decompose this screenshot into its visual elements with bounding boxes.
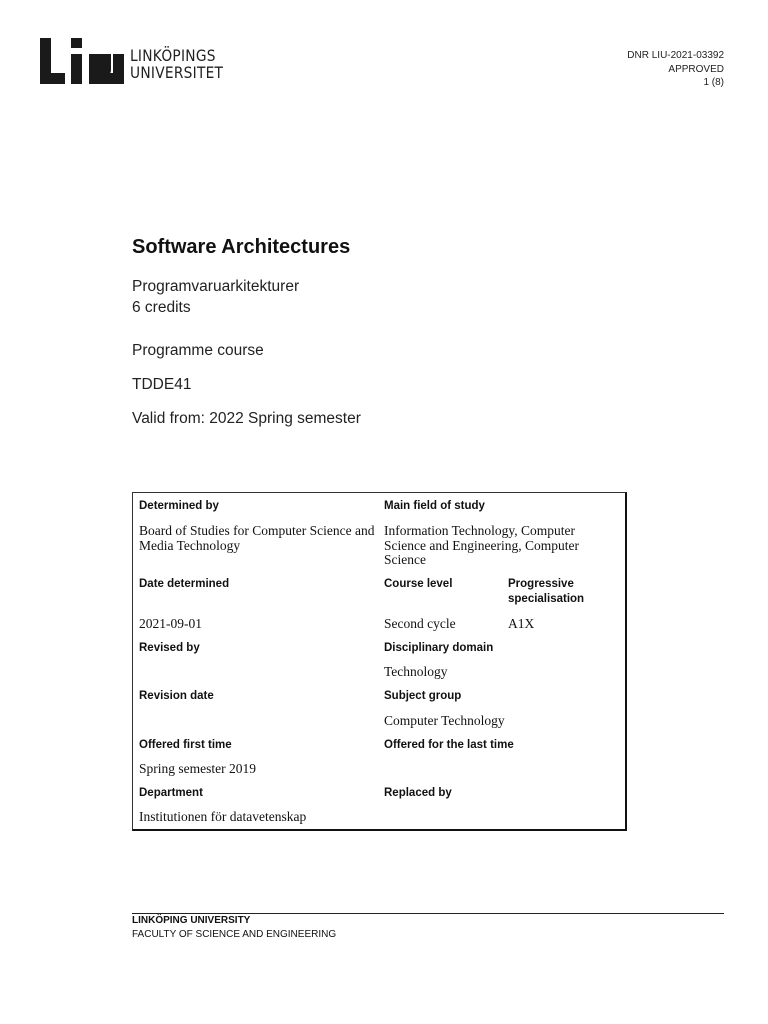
logo-wordmark	[130, 47, 223, 81]
revision-date-label: Revision date	[139, 690, 214, 702]
page-footer	[132, 914, 336, 941]
course-type: Programme course	[132, 342, 264, 359]
logo-line-2: UNIVERSITET	[130, 63, 224, 82]
determined-by-label: Determined by	[139, 500, 219, 512]
swedish-title: Programvaruarkitekturer	[132, 278, 300, 295]
subject-group-label: Subject group	[384, 690, 462, 702]
main-field-value: Information Technology, Computer Science and Engineering, Computer Science	[384, 523, 579, 567]
course-credits: 6 credits	[132, 299, 191, 316]
date-determined-value: 2021-09-01	[139, 616, 202, 631]
determined-by-value: Board of Studies for Computer Science and Media Technology	[139, 523, 375, 553]
logo-line-1: LINKÖPINGS	[130, 46, 216, 65]
offered-last-time-label: Offered for the last time	[384, 739, 514, 751]
footer-university: LINKÖPING UNIVERSITY	[132, 915, 251, 926]
main-field-label: Main field of study	[384, 500, 485, 512]
disciplinary-domain-label: Disciplinary domain	[384, 642, 494, 654]
valid-from: Valid from: 2022 Spring semester	[132, 410, 361, 427]
course-level-label: Course level	[384, 578, 453, 590]
course-details-table	[132, 492, 627, 831]
progressive-specialisation-value: A1X	[508, 616, 535, 631]
university-logo	[40, 36, 240, 86]
approval-status: APPROVED	[668, 63, 724, 75]
replaced-by-label: Replaced by	[384, 787, 452, 799]
document-meta	[627, 49, 724, 90]
subject-group-value: Computer Technology	[384, 713, 505, 728]
department-value: Institutionen för datavetenskap	[139, 809, 307, 824]
offered-first-time-value: Spring semester 2019	[139, 761, 256, 776]
course-level-value: Second cycle	[384, 616, 456, 631]
document-id: DNR LIU-2021-03392	[627, 50, 724, 61]
department-label: Department	[139, 787, 203, 799]
disciplinary-domain-value: Technology	[384, 664, 448, 679]
offered-first-time-label: Offered first time	[139, 739, 232, 751]
course-subtitle	[132, 276, 299, 318]
course-code: TDDE41	[132, 376, 192, 393]
progressive-specialisation-label: Progressive specialisation	[508, 578, 585, 605]
liu-logo-icon	[40, 38, 124, 84]
course-title: Software Architectures	[132, 236, 351, 258]
page-number: 1 (8)	[703, 77, 724, 88]
date-determined-label: Date determined	[139, 578, 230, 590]
revised-by-label: Revised by	[139, 642, 200, 654]
footer-faculty: FACULTY OF SCIENCE AND ENGINEERING	[132, 928, 337, 940]
